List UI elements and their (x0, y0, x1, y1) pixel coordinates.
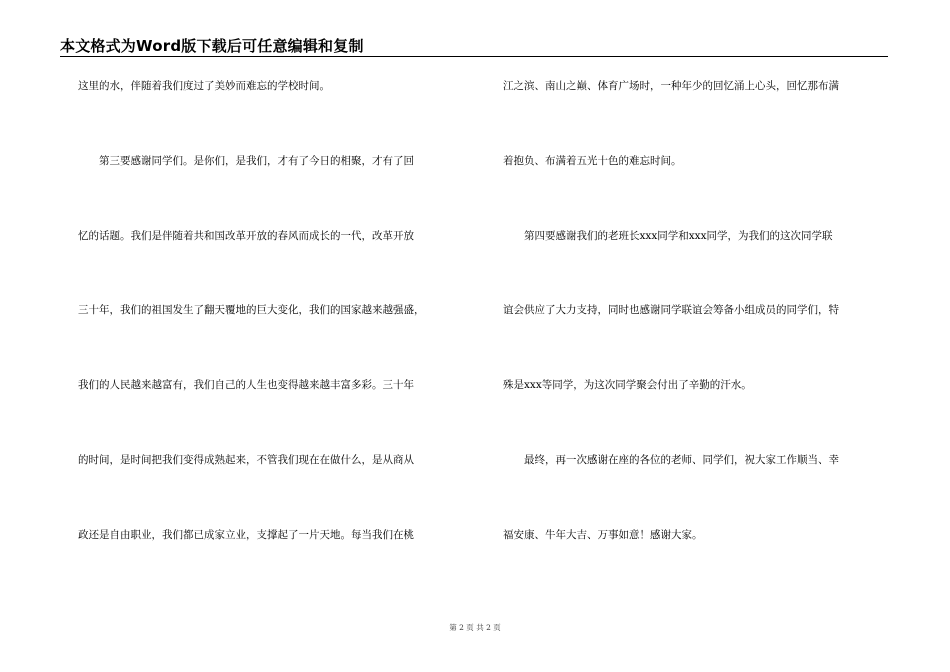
paragraph-line: 第三要感谢同学们。是你们，是我们，才有了今日的相聚，才有了回 (78, 155, 414, 167)
paragraph-line: 忆的话题。我们是伴随着共和国改革开放的春风而成长的一代，改革开放 (78, 230, 414, 242)
page-number-footer: 第 2 页 共 2 页 (449, 623, 501, 632)
document-header-title: 本文格式为Word版下载后可任意编辑和复制 (60, 37, 364, 55)
paragraph-line: 我们的人民越来越富有，我们自己的人生也变得越来越丰富多彩。三十年 (78, 379, 414, 391)
paragraph-line: 江之滨、南山之巅、体育广场时，一种年少的回忆涌上心头，回忆那布满 (503, 80, 839, 92)
paragraph-line: 第四要感谢我们的老班长xxx同学和xxx同学，为我们的这次同学联 (503, 230, 833, 242)
paragraph-line: 这里的水，伴随着我们度过了美妙而难忘的学校时间。 (78, 80, 330, 92)
header-divider (60, 56, 888, 57)
paragraph-line: 最终，再一次感谢在座的各位的老师、同学们，祝大家工作顺当、幸 (503, 454, 839, 466)
paragraph-line: 三十年，我们的祖国发生了翻天覆地的巨大变化，我们的国家越来越强盛， (78, 304, 425, 316)
paragraph-line: 谊会供应了大力支持，同时也感谢同学联谊会筹备小组成员的同学们，特 (503, 304, 839, 316)
paragraph-line: 政还是自由职业，我们都已成家立业，支撑起了一片天地。每当我们在桃 (78, 529, 414, 541)
paragraph-line: 的时间，是时间把我们变得成熟起来，不管我们现在在做什么，是从商从 (78, 454, 414, 466)
paragraph-line: 着抱负、布满着五光十色的难忘时间。 (503, 155, 682, 167)
paragraph-line: 殊是xxx等同学，为这次同学聚会付出了辛勤的汗水。 (503, 379, 752, 391)
paragraph-line: 福安康、牛年大吉、万事如意！感谢大家。 (503, 529, 703, 541)
